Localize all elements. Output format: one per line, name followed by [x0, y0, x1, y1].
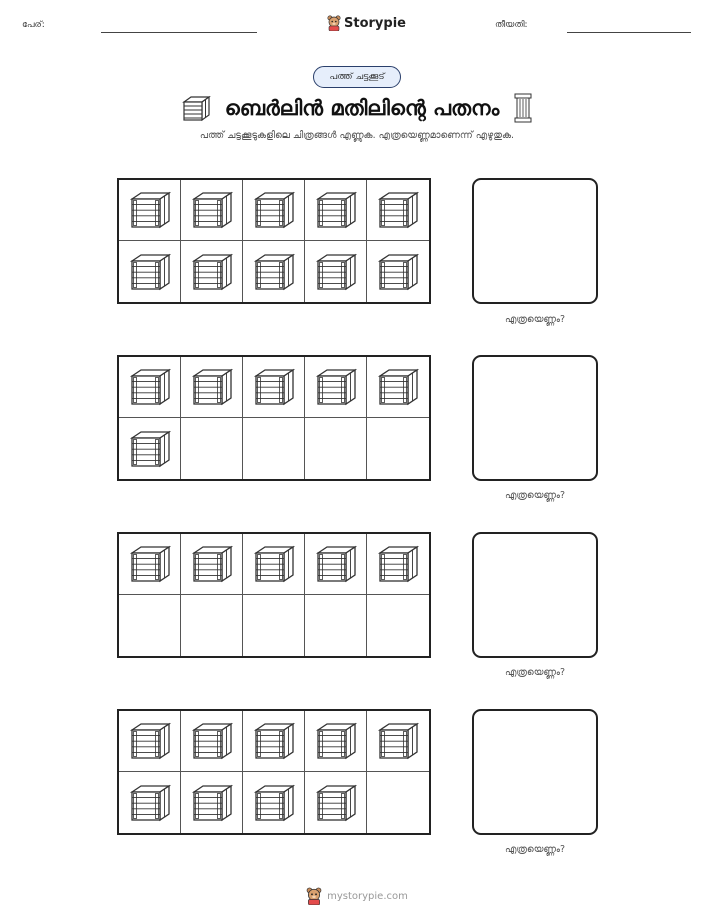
- crate-icon: [181, 94, 211, 122]
- ten-frame-cell: [243, 711, 305, 772]
- ten-frame-cell: [181, 241, 243, 302]
- title-row: [0, 90, 714, 126]
- ten-frame-cell: [181, 418, 243, 479]
- pillar-icon: [513, 92, 533, 124]
- ten-frame-cell: [305, 241, 367, 302]
- ten-frame-cell: [367, 357, 429, 418]
- ten-frame-cell: [181, 595, 243, 656]
- crate-icon: [128, 189, 172, 231]
- crate-icon: [128, 720, 172, 762]
- bear-mascot-icon: [327, 15, 341, 31]
- crate-icon: [190, 251, 234, 293]
- ten-frame-cell: [243, 534, 305, 595]
- crate-icon: [314, 720, 358, 762]
- crate-icon: [128, 251, 172, 293]
- crate-icon: [376, 720, 420, 762]
- name-write-line[interactable]: [101, 32, 257, 33]
- crate-icon: [314, 189, 358, 231]
- answer-box-3[interactable]: [472, 532, 598, 658]
- ten-frame-cell: [367, 180, 429, 241]
- page-header: [0, 0, 714, 50]
- crate-icon: [128, 428, 172, 470]
- crate-icon: [190, 720, 234, 762]
- ten-frame-cell: [181, 180, 243, 241]
- ten-frame-cell: [243, 772, 305, 833]
- ten-frame-cell: [367, 241, 429, 302]
- ten-frame-4: [117, 709, 431, 835]
- crate-icon: [252, 251, 296, 293]
- crate-icon: [314, 366, 358, 408]
- ten-frame-cell: [119, 711, 181, 772]
- footer-url[interactable]: mystorypie.com: [327, 890, 408, 902]
- ten-frame-cell: [119, 180, 181, 241]
- name-label: പേര്:: [22, 20, 45, 30]
- answer-box-4[interactable]: [472, 709, 598, 835]
- ten-frame-cell: [243, 180, 305, 241]
- ten-frame-cell: [181, 772, 243, 833]
- crate-icon: [190, 543, 234, 585]
- ten-frame-2: [117, 355, 431, 481]
- ten-frame-cell: [119, 357, 181, 418]
- ten-frame-cell: [119, 595, 181, 656]
- how-many-label-3: എത്രയെണ്ണം?: [504, 667, 566, 678]
- crate-icon: [376, 366, 420, 408]
- crate-icon: [252, 782, 296, 824]
- ten-frame-cell: [119, 418, 181, 479]
- ten-frame-cell: [305, 418, 367, 479]
- ten-frame-cell: [305, 180, 367, 241]
- ten-frame-cell: [367, 772, 429, 833]
- crate-icon: [252, 543, 296, 585]
- instructions: പത്ത് ചട്ടക്കൂടുകളിലെ ചിത്രങ്ങൾ എണ്ണുക. എത്രയെണ്ണമാണെന്ന് എഴുതുക.: [199, 130, 515, 141]
- crate-icon: [314, 251, 358, 293]
- how-many-label-1: എത്രയെണ്ണം?: [504, 314, 566, 325]
- crate-icon: [190, 782, 234, 824]
- ten-frame-cell: [119, 534, 181, 595]
- ten-frame-cell: [305, 595, 367, 656]
- ten-frame-cell: [305, 534, 367, 595]
- crate-icon: [128, 782, 172, 824]
- ten-frame-cell: [367, 711, 429, 772]
- crate-icon: [190, 366, 234, 408]
- ten-frame-cell: [181, 357, 243, 418]
- crate-icon: [376, 189, 420, 231]
- brand-logo: [327, 13, 406, 33]
- ten-frame-cell: [305, 357, 367, 418]
- date-label: തീയതി:: [495, 20, 528, 30]
- crate-icon: [376, 251, 420, 293]
- worksheet-type-badge: പത്ത് ചട്ടക്കൂട്: [313, 66, 401, 88]
- crate-icon: [190, 189, 234, 231]
- ten-frame-cell: [181, 534, 243, 595]
- ten-frame-cell: [305, 711, 367, 772]
- ten-frame-cell: [367, 418, 429, 479]
- ten-frame-cell: [243, 595, 305, 656]
- answer-box-2[interactable]: [472, 355, 598, 481]
- crate-icon: [314, 782, 358, 824]
- ten-frame-3: [117, 532, 431, 658]
- page-title: ബെർലിൻ മതിലിന്റെ പതനം: [224, 95, 500, 120]
- ten-frame-cell: [243, 241, 305, 302]
- crate-icon: [252, 720, 296, 762]
- crate-icon: [252, 189, 296, 231]
- ten-frame-1: [117, 178, 431, 304]
- how-many-label-4: എത്രയെണ്ണം?: [504, 844, 566, 855]
- how-many-label-2: എത്രയെണ്ണം?: [504, 490, 566, 501]
- crate-icon: [376, 543, 420, 585]
- crate-icon: [128, 366, 172, 408]
- ten-frame-cell: [181, 711, 243, 772]
- ten-frame-cell: [243, 357, 305, 418]
- ten-frame-cell: [367, 595, 429, 656]
- ten-frame-cell: [119, 772, 181, 833]
- ten-frame-cell: [119, 241, 181, 302]
- crate-icon: [252, 366, 296, 408]
- answer-box-1[interactable]: [472, 178, 598, 304]
- ten-frame-cell: [367, 534, 429, 595]
- brand-name: Storypie: [344, 15, 406, 31]
- date-write-line[interactable]: [567, 32, 691, 33]
- ten-frame-cell: [243, 418, 305, 479]
- crate-icon: [314, 543, 358, 585]
- ten-frame-cell: [305, 772, 367, 833]
- page-footer: [0, 885, 714, 907]
- crate-icon: [128, 543, 172, 585]
- bear-mascot-icon: [306, 887, 322, 905]
